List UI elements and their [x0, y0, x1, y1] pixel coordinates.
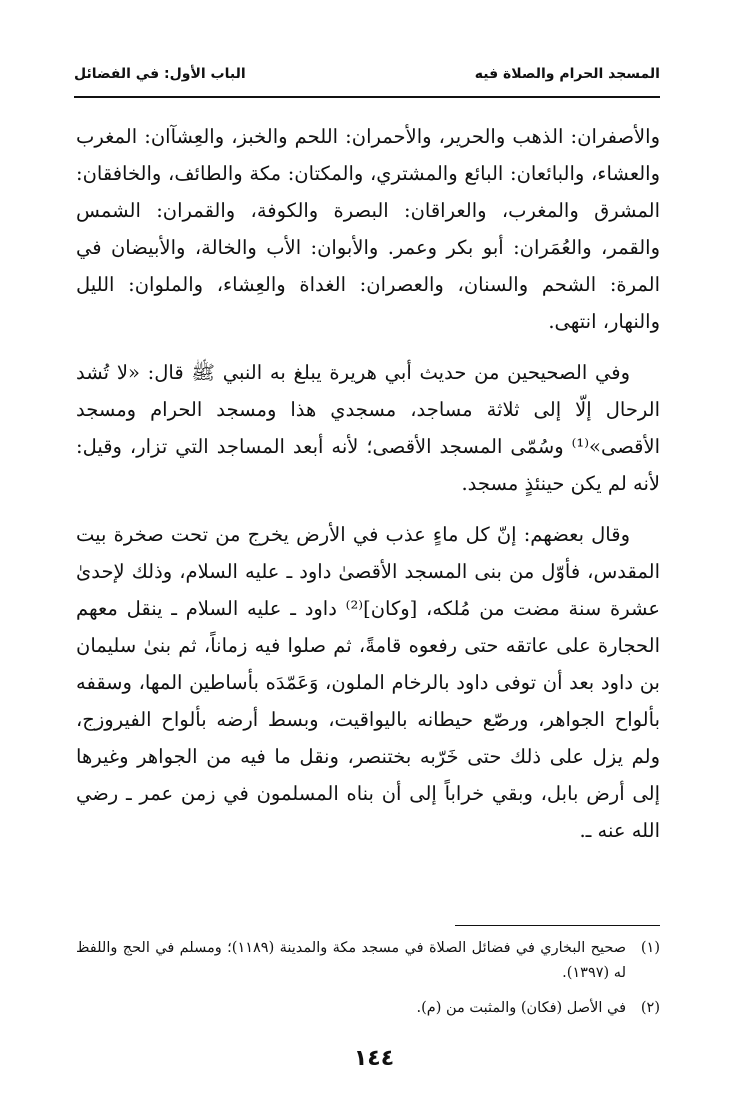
footnote [76, 936, 660, 986]
chapter-title: المسجد الحرام والصلاة فيه [474, 66, 660, 82]
footnote [76, 996, 660, 1021]
footnote-text: في الأصل (فكان) والمثبت من (م). [416, 1000, 626, 1016]
footnote-number: (١) [640, 940, 660, 956]
page-number: ١٤٤ [353, 1046, 395, 1071]
footnote-rule [455, 925, 660, 926]
footnote-text: صحيح البخاري في فضائل الصلاة في مسجد مكة والمدينة (١١٨٩)؛ ومسلم في الحج واللفظ له (١٣٩٧). [76, 940, 627, 981]
footnote-number: (٢) [640, 1000, 660, 1016]
paragraph: وفي الصحيحين من حديث أبي هريرة يبلغ به النبي ﷺ قال: «لا تُشد الرحال إلّا إلى ثلاثة مساجد، مسجدي هذا ومسجد الحرام ومسجد الأقصى»⁽¹⁾ وسُمّى المسجد الأقصى؛ لأنه أبعد المساجد التي تزار، وقيل: لأنه لم يكن حينئذٍ مسجد. [76, 361, 660, 495]
section-title: الباب الأول: في الفضائل [74, 66, 246, 82]
paragraph: وقال بعضهم: إنّ كل ماءٍ عذب في الأرض يخرج من تحت صخرة بيت المقدس، فأوّل من بنى المسجد الأقصىٰ داود ـ عليه السلام، وذلك لإحدىٰ عشرة سنة مضت من مُلكه، [وكان]⁽²⁾ داود ـ عليه السلام ـ ينقل معهم الحجارة على عاتقه حتى رفعوه قامةً، ثم صلوا فيه زماناً، ثم بنىٰ سليمان بن داود بعد أن توفى داود بالرخام الملون، وَعَمّدَه بأساطين المها، وسقفه بألواح الجواهر، ورصّع حيطانه باليواقيت، وبسط أرضه بألواح الفيروزج، ولم يزل على ذلك حتى خَرّبه بختنصر، ونقل ما فيه من الجواهر وغيرها إلى أرض بابل، وبقي خراباً إلى أن بناه المسلمون في زمن عمر ـ رضي الله عنه ـ. [76, 523, 661, 842]
footnotes [76, 936, 660, 1031]
running-header [74, 62, 660, 96]
header-rule [74, 96, 660, 98]
main-text [76, 118, 660, 849]
paragraph: والأصفران: الذهب والحرير، والأحمران: اللحم والخبز، والعِشآان: المغرب والعشاء، والبائعان: البائع والمشتري، والمكتان: مكة والطائف، والخافقان: المشرق والمغرب، والعراقان: البصرة والكوفة، والقمران: الشمس والقمر، والعُمَران: أبو بكر وعمر. والأبوان: الأب والخالة، والأبيضان في المرة: الشحم والسنان، والعصران: الغداة والعِشاء، والملوان: الليل والنهار، انتهى. [76, 125, 660, 333]
